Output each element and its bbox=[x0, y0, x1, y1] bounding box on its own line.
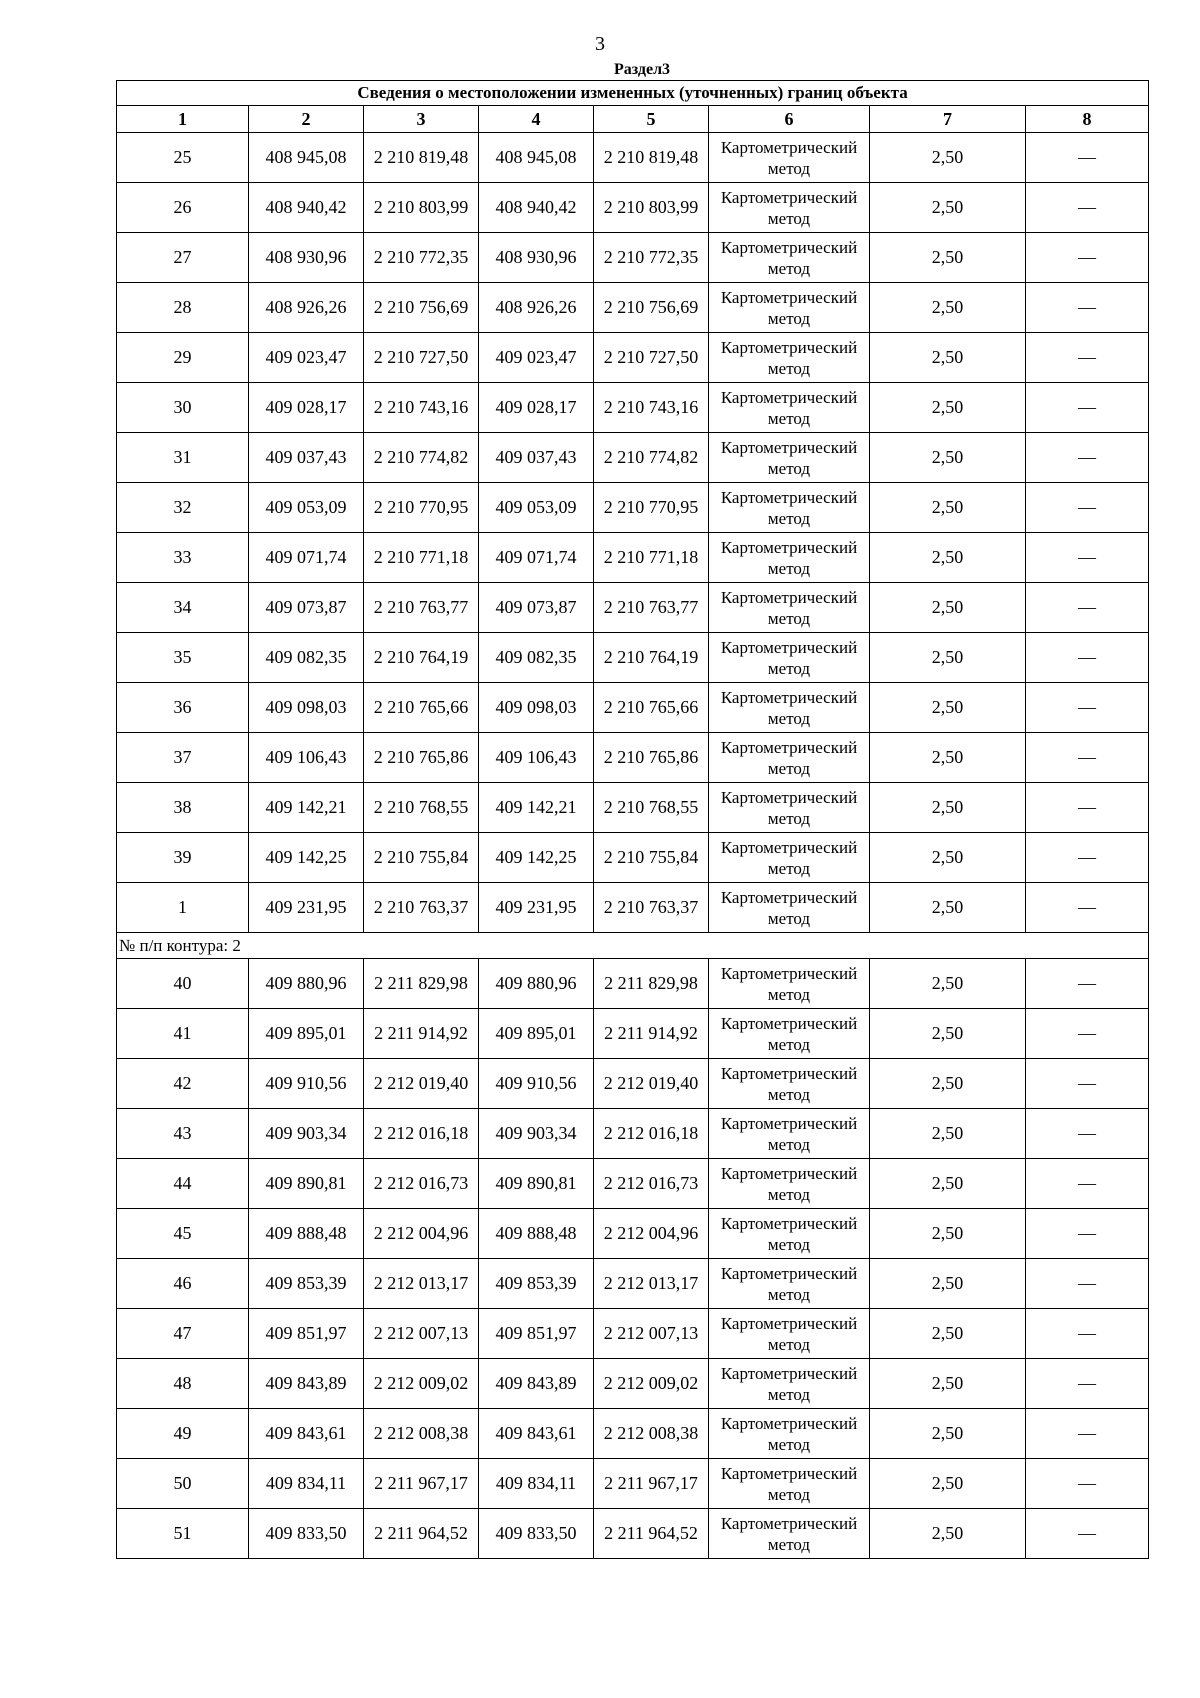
method-cell: Картометрический метод bbox=[709, 483, 870, 533]
x-existing-cell: 409 903,34 bbox=[249, 1109, 364, 1159]
point-number-cell: 36 bbox=[117, 683, 249, 733]
y-new-cell: 2 210 763,77 bbox=[594, 583, 709, 633]
description-cell: — bbox=[1026, 1509, 1149, 1559]
point-number-cell: 29 bbox=[117, 333, 249, 383]
method-cell: Картометрический метод bbox=[709, 333, 870, 383]
y-new-cell: 2 212 019,40 bbox=[594, 1059, 709, 1109]
method-cell: Картометрический метод bbox=[709, 433, 870, 483]
y-existing-cell: 2 210 765,66 bbox=[364, 683, 479, 733]
column-number-header: 8 bbox=[1026, 106, 1149, 133]
accuracy-cell: 2,50 bbox=[870, 433, 1026, 483]
point-number-cell: 49 bbox=[117, 1409, 249, 1459]
x-existing-cell: 409 106,43 bbox=[249, 733, 364, 783]
y-new-cell: 2 211 914,92 bbox=[594, 1009, 709, 1059]
point-number-cell: 32 bbox=[117, 483, 249, 533]
column-number-header: 3 bbox=[364, 106, 479, 133]
point-number-cell: 34 bbox=[117, 583, 249, 633]
y-new-cell: 2 210 768,55 bbox=[594, 783, 709, 833]
table-caption: Сведения о местоположении измененных (уточненных) границ объекта bbox=[117, 81, 1149, 106]
table-row bbox=[117, 433, 1149, 483]
y-existing-cell: 2 210 765,86 bbox=[364, 733, 479, 783]
y-new-cell: 2 210 765,86 bbox=[594, 733, 709, 783]
y-new-cell: 2 211 967,17 bbox=[594, 1459, 709, 1509]
description-cell: — bbox=[1026, 883, 1149, 933]
column-number-header: 7 bbox=[870, 106, 1026, 133]
y-new-cell: 2 210 774,82 bbox=[594, 433, 709, 483]
table-row bbox=[117, 533, 1149, 583]
description-cell: — bbox=[1026, 783, 1149, 833]
method-cell: Картометрический метод bbox=[709, 883, 870, 933]
x-new-cell: 408 945,08 bbox=[479, 133, 594, 183]
x-existing-cell: 409 895,01 bbox=[249, 1009, 364, 1059]
y-new-cell: 2 210 763,37 bbox=[594, 883, 709, 933]
table-row bbox=[117, 1009, 1149, 1059]
description-cell: — bbox=[1026, 733, 1149, 783]
description-cell: — bbox=[1026, 233, 1149, 283]
point-number-cell: 43 bbox=[117, 1109, 249, 1159]
description-cell: — bbox=[1026, 1459, 1149, 1509]
x-existing-cell: 409 053,09 bbox=[249, 483, 364, 533]
x-new-cell: 409 037,43 bbox=[479, 433, 594, 483]
x-existing-cell: 409 843,89 bbox=[249, 1359, 364, 1409]
y-existing-cell: 2 210 756,69 bbox=[364, 283, 479, 333]
accuracy-cell: 2,50 bbox=[870, 1409, 1026, 1459]
x-existing-cell: 409 037,43 bbox=[249, 433, 364, 483]
x-existing-cell: 409 834,11 bbox=[249, 1459, 364, 1509]
accuracy-cell: 2,50 bbox=[870, 683, 1026, 733]
x-existing-cell: 409 082,35 bbox=[249, 633, 364, 683]
y-existing-cell: 2 210 803,99 bbox=[364, 183, 479, 233]
method-cell: Картометрический метод bbox=[709, 1459, 870, 1509]
y-new-cell: 2 210 755,84 bbox=[594, 833, 709, 883]
y-existing-cell: 2 210 764,19 bbox=[364, 633, 479, 683]
description-cell: — bbox=[1026, 1409, 1149, 1459]
point-number-cell: 25 bbox=[117, 133, 249, 183]
point-number-cell: 31 bbox=[117, 433, 249, 483]
y-existing-cell: 2 210 819,48 bbox=[364, 133, 479, 183]
table-row bbox=[117, 1159, 1149, 1209]
description-cell: — bbox=[1026, 133, 1149, 183]
x-new-cell: 409 851,97 bbox=[479, 1309, 594, 1359]
x-existing-cell: 409 833,50 bbox=[249, 1509, 364, 1559]
accuracy-cell: 2,50 bbox=[870, 583, 1026, 633]
description-cell: — bbox=[1026, 183, 1149, 233]
y-new-cell: 2 210 772,35 bbox=[594, 233, 709, 283]
method-cell: Картометрический метод bbox=[709, 633, 870, 683]
x-new-cell: 409 895,01 bbox=[479, 1009, 594, 1059]
contour-row bbox=[117, 933, 1149, 959]
accuracy-cell: 2,50 bbox=[870, 833, 1026, 883]
x-new-cell: 409 888,48 bbox=[479, 1209, 594, 1259]
y-new-cell: 2 210 743,16 bbox=[594, 383, 709, 433]
y-existing-cell: 2 210 743,16 bbox=[364, 383, 479, 433]
y-new-cell: 2 212 016,73 bbox=[594, 1159, 709, 1209]
description-cell: — bbox=[1026, 633, 1149, 683]
description-cell: — bbox=[1026, 1109, 1149, 1159]
accuracy-cell: 2,50 bbox=[870, 883, 1026, 933]
description-cell: — bbox=[1026, 1309, 1149, 1359]
table-row bbox=[117, 1109, 1149, 1159]
x-existing-cell: 409 142,25 bbox=[249, 833, 364, 883]
x-existing-cell: 409 071,74 bbox=[249, 533, 364, 583]
method-cell: Картометрический метод bbox=[709, 1059, 870, 1109]
accuracy-cell: 2,50 bbox=[870, 1309, 1026, 1359]
y-existing-cell: 2 211 964,52 bbox=[364, 1509, 479, 1559]
accuracy-cell: 2,50 bbox=[870, 133, 1026, 183]
x-existing-cell: 408 945,08 bbox=[249, 133, 364, 183]
table-row bbox=[117, 1059, 1149, 1109]
y-new-cell: 2 211 964,52 bbox=[594, 1509, 709, 1559]
method-cell: Картометрический метод bbox=[709, 1009, 870, 1059]
description-cell: — bbox=[1026, 483, 1149, 533]
method-cell: Картометрический метод bbox=[709, 1359, 870, 1409]
accuracy-cell: 2,50 bbox=[870, 533, 1026, 583]
description-cell: — bbox=[1026, 1209, 1149, 1259]
table-row bbox=[117, 733, 1149, 783]
x-new-cell: 409 082,35 bbox=[479, 633, 594, 683]
y-new-cell: 2 210 764,19 bbox=[594, 633, 709, 683]
table-row bbox=[117, 133, 1149, 183]
table-row bbox=[117, 1309, 1149, 1359]
column-number-header: 1 bbox=[117, 106, 249, 133]
table-row bbox=[117, 583, 1149, 633]
y-new-cell: 2 210 819,48 bbox=[594, 133, 709, 183]
point-number-cell: 51 bbox=[117, 1509, 249, 1559]
table-row bbox=[117, 1209, 1149, 1259]
y-existing-cell: 2 210 770,95 bbox=[364, 483, 479, 533]
point-number-cell: 38 bbox=[117, 783, 249, 833]
description-cell: — bbox=[1026, 533, 1149, 583]
method-cell: Картометрический метод bbox=[709, 583, 870, 633]
y-existing-cell: 2 210 772,35 bbox=[364, 233, 479, 283]
y-existing-cell: 2 210 763,77 bbox=[364, 583, 479, 633]
method-cell: Картометрический метод bbox=[709, 733, 870, 783]
x-existing-cell: 409 231,95 bbox=[249, 883, 364, 933]
x-new-cell: 409 910,56 bbox=[479, 1059, 594, 1109]
point-number-cell: 50 bbox=[117, 1459, 249, 1509]
y-existing-cell: 2 212 008,38 bbox=[364, 1409, 479, 1459]
x-existing-cell: 409 890,81 bbox=[249, 1159, 364, 1209]
x-new-cell: 408 930,96 bbox=[479, 233, 594, 283]
y-new-cell: 2 212 013,17 bbox=[594, 1259, 709, 1309]
y-new-cell: 2 210 771,18 bbox=[594, 533, 709, 583]
table-row bbox=[117, 383, 1149, 433]
description-cell: — bbox=[1026, 959, 1149, 1009]
y-new-cell: 2 210 727,50 bbox=[594, 333, 709, 383]
y-existing-cell: 2 210 768,55 bbox=[364, 783, 479, 833]
point-number-cell: 33 bbox=[117, 533, 249, 583]
x-new-cell: 408 940,42 bbox=[479, 183, 594, 233]
accuracy-cell: 2,50 bbox=[870, 1259, 1026, 1309]
method-cell: Картометрический метод bbox=[709, 383, 870, 433]
point-number-cell: 28 bbox=[117, 283, 249, 333]
y-existing-cell: 2 211 967,17 bbox=[364, 1459, 479, 1509]
x-new-cell: 409 028,17 bbox=[479, 383, 594, 433]
column-number-header: 6 bbox=[709, 106, 870, 133]
y-existing-cell: 2 212 016,73 bbox=[364, 1159, 479, 1209]
x-existing-cell: 408 940,42 bbox=[249, 183, 364, 233]
contour-label: № п/п контура: 2 bbox=[117, 933, 1149, 959]
accuracy-cell: 2,50 bbox=[870, 333, 1026, 383]
x-existing-cell: 409 142,21 bbox=[249, 783, 364, 833]
accuracy-cell: 2,50 bbox=[870, 1159, 1026, 1209]
column-number-header: 2 bbox=[249, 106, 364, 133]
page-number: 3 bbox=[595, 33, 605, 55]
y-new-cell: 2 210 756,69 bbox=[594, 283, 709, 333]
table-row bbox=[117, 183, 1149, 233]
accuracy-cell: 2,50 bbox=[870, 633, 1026, 683]
x-existing-cell: 409 851,97 bbox=[249, 1309, 364, 1359]
description-cell: — bbox=[1026, 283, 1149, 333]
description-cell: — bbox=[1026, 1159, 1149, 1209]
accuracy-cell: 2,50 bbox=[870, 733, 1026, 783]
x-new-cell: 409 880,96 bbox=[479, 959, 594, 1009]
point-number-cell: 37 bbox=[117, 733, 249, 783]
x-new-cell: 409 023,47 bbox=[479, 333, 594, 383]
accuracy-cell: 2,50 bbox=[870, 283, 1026, 333]
method-cell: Картометрический метод bbox=[709, 533, 870, 583]
x-existing-cell: 409 098,03 bbox=[249, 683, 364, 733]
y-existing-cell: 2 212 019,40 bbox=[364, 1059, 479, 1109]
y-existing-cell: 2 212 004,96 bbox=[364, 1209, 479, 1259]
method-cell: Картометрический метод bbox=[709, 1409, 870, 1459]
table-row bbox=[117, 833, 1149, 883]
accuracy-cell: 2,50 bbox=[870, 1009, 1026, 1059]
accuracy-cell: 2,50 bbox=[870, 1109, 1026, 1159]
table-row bbox=[117, 783, 1149, 833]
point-number-cell: 1 bbox=[117, 883, 249, 933]
accuracy-cell: 2,50 bbox=[870, 1509, 1026, 1559]
y-existing-cell: 2 210 771,18 bbox=[364, 533, 479, 583]
table-row bbox=[117, 1259, 1149, 1309]
point-number-cell: 26 bbox=[117, 183, 249, 233]
y-new-cell: 2 210 803,99 bbox=[594, 183, 709, 233]
y-existing-cell: 2 212 013,17 bbox=[364, 1259, 479, 1309]
y-existing-cell: 2 210 763,37 bbox=[364, 883, 479, 933]
x-new-cell: 409 073,87 bbox=[479, 583, 594, 633]
x-new-cell: 408 926,26 bbox=[479, 283, 594, 333]
accuracy-cell: 2,50 bbox=[870, 483, 1026, 533]
point-number-cell: 30 bbox=[117, 383, 249, 433]
y-new-cell: 2 212 007,13 bbox=[594, 1309, 709, 1359]
accuracy-cell: 2,50 bbox=[870, 1359, 1026, 1409]
table-row bbox=[117, 483, 1149, 533]
table-row bbox=[117, 683, 1149, 733]
point-number-cell: 47 bbox=[117, 1309, 249, 1359]
x-existing-cell: 409 910,56 bbox=[249, 1059, 364, 1109]
column-number-header: 4 bbox=[479, 106, 594, 133]
column-number-header: 5 bbox=[594, 106, 709, 133]
method-cell: Картометрический метод bbox=[709, 683, 870, 733]
table-row bbox=[117, 1509, 1149, 1559]
y-existing-cell: 2 212 016,18 bbox=[364, 1109, 479, 1159]
description-cell: — bbox=[1026, 833, 1149, 883]
y-new-cell: 2 211 829,98 bbox=[594, 959, 709, 1009]
x-new-cell: 409 890,81 bbox=[479, 1159, 594, 1209]
table-row bbox=[117, 233, 1149, 283]
method-cell: Картометрический метод bbox=[709, 959, 870, 1009]
point-number-cell: 40 bbox=[117, 959, 249, 1009]
x-existing-cell: 408 930,96 bbox=[249, 233, 364, 283]
point-number-cell: 44 bbox=[117, 1159, 249, 1209]
section-title: Раздел3 bbox=[613, 61, 671, 78]
point-number-cell: 42 bbox=[117, 1059, 249, 1109]
point-number-cell: 39 bbox=[117, 833, 249, 883]
method-cell: Картометрический метод bbox=[709, 1509, 870, 1559]
point-number-cell: 48 bbox=[117, 1359, 249, 1409]
x-existing-cell: 409 023,47 bbox=[249, 333, 364, 383]
x-new-cell: 409 231,95 bbox=[479, 883, 594, 933]
table-row bbox=[117, 333, 1149, 383]
y-existing-cell: 2 210 774,82 bbox=[364, 433, 479, 483]
description-cell: — bbox=[1026, 1259, 1149, 1309]
description-cell: — bbox=[1026, 1359, 1149, 1409]
method-cell: Картометрический метод bbox=[709, 283, 870, 333]
y-new-cell: 2 210 765,66 bbox=[594, 683, 709, 733]
x-existing-cell: 408 926,26 bbox=[249, 283, 364, 333]
x-new-cell: 409 843,61 bbox=[479, 1409, 594, 1459]
x-existing-cell: 409 880,96 bbox=[249, 959, 364, 1009]
y-new-cell: 2 212 004,96 bbox=[594, 1209, 709, 1259]
accuracy-cell: 2,50 bbox=[870, 233, 1026, 283]
x-new-cell: 409 106,43 bbox=[479, 733, 594, 783]
method-cell: Картометрический метод bbox=[709, 133, 870, 183]
point-number-cell: 35 bbox=[117, 633, 249, 683]
x-existing-cell: 409 843,61 bbox=[249, 1409, 364, 1459]
y-new-cell: 2 212 016,18 bbox=[594, 1109, 709, 1159]
x-existing-cell: 409 073,87 bbox=[249, 583, 364, 633]
x-new-cell: 409 053,09 bbox=[479, 483, 594, 533]
method-cell: Картометрический метод bbox=[709, 1309, 870, 1359]
y-existing-cell: 2 212 007,13 bbox=[364, 1309, 479, 1359]
point-number-cell: 46 bbox=[117, 1259, 249, 1309]
description-cell: — bbox=[1026, 1059, 1149, 1109]
column-number-row bbox=[117, 106, 1149, 133]
description-cell: — bbox=[1026, 433, 1149, 483]
table-row bbox=[117, 883, 1149, 933]
accuracy-cell: 2,50 bbox=[870, 1059, 1026, 1109]
method-cell: Картометрический метод bbox=[709, 783, 870, 833]
x-existing-cell: 409 853,39 bbox=[249, 1259, 364, 1309]
method-cell: Картометрический метод bbox=[709, 233, 870, 283]
x-new-cell: 409 903,34 bbox=[479, 1109, 594, 1159]
method-cell: Картометрический метод bbox=[709, 1109, 870, 1159]
accuracy-cell: 2,50 bbox=[870, 1209, 1026, 1259]
table-row bbox=[117, 1459, 1149, 1509]
table-row bbox=[117, 1359, 1149, 1409]
table-row bbox=[117, 283, 1149, 333]
x-new-cell: 409 833,50 bbox=[479, 1509, 594, 1559]
y-existing-cell: 2 211 829,98 bbox=[364, 959, 479, 1009]
method-cell: Картометрический метод bbox=[709, 1209, 870, 1259]
accuracy-cell: 2,50 bbox=[870, 383, 1026, 433]
x-new-cell: 409 142,21 bbox=[479, 783, 594, 833]
y-existing-cell: 2 210 755,84 bbox=[364, 833, 479, 883]
description-cell: — bbox=[1026, 583, 1149, 633]
accuracy-cell: 2,50 bbox=[870, 959, 1026, 1009]
y-existing-cell: 2 210 727,50 bbox=[364, 333, 479, 383]
description-cell: — bbox=[1026, 1009, 1149, 1059]
table-body bbox=[117, 133, 1149, 1559]
method-cell: Картометрический метод bbox=[709, 1259, 870, 1309]
y-existing-cell: 2 212 009,02 bbox=[364, 1359, 479, 1409]
method-cell: Картометрический метод bbox=[709, 833, 870, 883]
y-new-cell: 2 212 009,02 bbox=[594, 1359, 709, 1409]
description-cell: — bbox=[1026, 383, 1149, 433]
x-existing-cell: 409 028,17 bbox=[249, 383, 364, 433]
table-row bbox=[117, 633, 1149, 683]
coordinates-table bbox=[116, 80, 1149, 1559]
x-new-cell: 409 843,89 bbox=[479, 1359, 594, 1409]
x-new-cell: 409 853,39 bbox=[479, 1259, 594, 1309]
x-new-cell: 409 071,74 bbox=[479, 533, 594, 583]
x-new-cell: 409 834,11 bbox=[479, 1459, 594, 1509]
y-existing-cell: 2 211 914,92 bbox=[364, 1009, 479, 1059]
x-existing-cell: 409 888,48 bbox=[249, 1209, 364, 1259]
accuracy-cell: 2,50 bbox=[870, 1459, 1026, 1509]
y-new-cell: 2 210 770,95 bbox=[594, 483, 709, 533]
x-new-cell: 409 098,03 bbox=[479, 683, 594, 733]
table-row bbox=[117, 1409, 1149, 1459]
description-cell: — bbox=[1026, 683, 1149, 733]
method-cell: Картометрический метод bbox=[709, 183, 870, 233]
y-new-cell: 2 212 008,38 bbox=[594, 1409, 709, 1459]
accuracy-cell: 2,50 bbox=[870, 183, 1026, 233]
description-cell: — bbox=[1026, 333, 1149, 383]
method-cell: Картометрический метод bbox=[709, 1159, 870, 1209]
table-row bbox=[117, 959, 1149, 1009]
accuracy-cell: 2,50 bbox=[870, 783, 1026, 833]
point-number-cell: 27 bbox=[117, 233, 249, 283]
x-new-cell: 409 142,25 bbox=[479, 833, 594, 883]
point-number-cell: 41 bbox=[117, 1009, 249, 1059]
point-number-cell: 45 bbox=[117, 1209, 249, 1259]
